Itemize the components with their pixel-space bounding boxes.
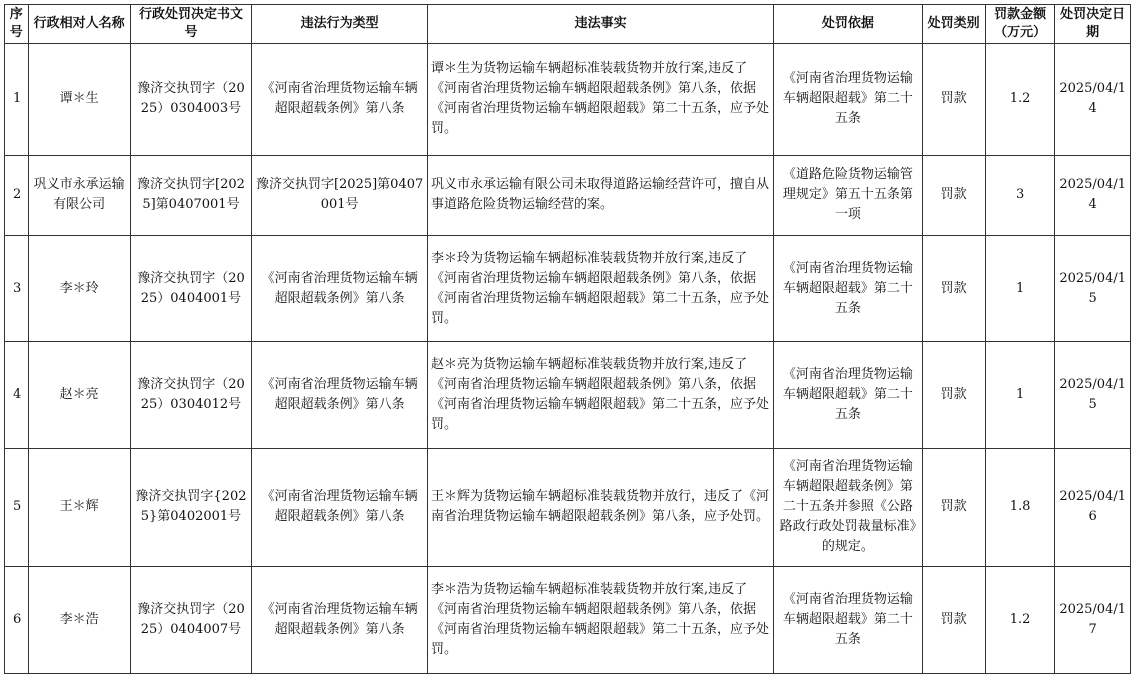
cell-seq: 3	[5, 236, 29, 342]
cell-violation-type: 《河南省治理货物运输车辆超限超载条例》第八条	[252, 236, 428, 342]
cell-doc-number: 豫济交执罚字[2025]第0407001号	[130, 155, 252, 236]
table-row	[5, 341, 1131, 448]
cell-penalty-basis: 《河南省治理货物运输车辆超限超载》第二十五条	[774, 236, 922, 342]
cell-violation-fact: 李＊玲为货物运输车辆超标准装载货物并放行案,违反了《河南省治理货物运输车辆超限超载条例》第八条，依据《河南省治理货物运输车辆超限超载》第二十五条，应予处罚。	[427, 236, 773, 342]
cell-penalty-basis: 《河南省治理货物运输车辆超限超载》第二十五条	[774, 44, 922, 156]
header-seq: 序号	[5, 5, 29, 44]
header-violation-fact: 违法事实	[427, 5, 773, 44]
cell-doc-number: 豫济交执罚字（2025）0304012号	[130, 341, 252, 448]
cell-fine-amount: 1.2	[985, 44, 1054, 156]
cell-violation-fact: 巩义市永承运输有限公司未取得道路运输经营许可，擅自从事道路危险货物运输经营的案。	[427, 155, 773, 236]
cell-doc-number: 豫济交执罚字（2025）0404007号	[130, 567, 252, 674]
cell-decision-date: 2025/04/14	[1055, 44, 1131, 156]
cell-seq: 1	[5, 44, 29, 156]
table-row	[5, 236, 1131, 342]
cell-doc-number: 豫济交执罚字（2025）0304003号	[130, 44, 252, 156]
table-row	[5, 44, 1131, 156]
cell-penalty-category: 罚款	[922, 341, 985, 448]
cell-penalty-basis: 《河南省治理货物运输车辆超限超载条例》第二十五条并参照《公路路政行政处罚裁量标准》的规定。	[774, 448, 922, 567]
cell-penalty-category: 罚款	[922, 567, 985, 674]
cell-name: 李＊浩	[28, 567, 130, 674]
penalty-table	[4, 4, 1131, 674]
cell-seq: 2	[5, 155, 29, 236]
cell-seq: 6	[5, 567, 29, 674]
cell-fine-amount: 1.2	[985, 567, 1054, 674]
table-row	[5, 567, 1131, 674]
cell-fine-amount: 3	[985, 155, 1054, 236]
cell-violation-fact: 谭＊生为货物运输车辆超标准装载货物并放行案,违反了《河南省治理货物运输车辆超限超载条例》第八条，依据《河南省治理货物运输车辆超限超载》第二十五条，应予处罚。	[427, 44, 773, 156]
cell-name: 王＊辉	[28, 448, 130, 567]
header-doc-number: 行政处罚决定书文号	[130, 5, 252, 44]
cell-seq: 4	[5, 341, 29, 448]
cell-decision-date: 2025/04/17	[1055, 567, 1131, 674]
cell-decision-date: 2025/04/15	[1055, 341, 1131, 448]
cell-violation-fact: 李＊浩为货物运输车辆超标准装载货物并放行案,违反了《河南省治理货物运输车辆超限超载条例》第八条，依据《河南省治理货物运输车辆超限超载》第二十五条，应予处罚。	[427, 567, 773, 674]
cell-violation-type: 《河南省治理货物运输车辆超限超载条例》第八条	[252, 567, 428, 674]
header-row	[5, 5, 1131, 44]
table-row	[5, 155, 1131, 236]
cell-fine-amount: 1	[985, 341, 1054, 448]
cell-fine-amount: 1.8	[985, 448, 1054, 567]
table-row	[5, 448, 1131, 567]
cell-penalty-basis: 《河南省治理货物运输车辆超限超载》第二十五条	[774, 567, 922, 674]
cell-decision-date: 2025/04/15	[1055, 236, 1131, 342]
cell-decision-date: 2025/04/16	[1055, 448, 1131, 567]
cell-penalty-category: 罚款	[922, 44, 985, 156]
cell-name: 李＊玲	[28, 236, 130, 342]
header-penalty-category: 处罚类别	[922, 5, 985, 44]
cell-violation-fact: 赵＊亮为货物运输车辆超标准装载货物并放行案,违反了《河南省治理货物运输车辆超限超载条例》第八条，依据《河南省治理货物运输车辆超限超载》第二十五条，应予处罚。	[427, 341, 773, 448]
header-fine-amount: 罚款金额（万元）	[985, 5, 1054, 44]
cell-name: 赵＊亮	[28, 341, 130, 448]
cell-fine-amount: 1	[985, 236, 1054, 342]
cell-penalty-basis: 《道路危险货物运输管理规定》第五十五条第一项	[774, 155, 922, 236]
cell-penalty-basis: 《河南省治理货物运输车辆超限超载》第二十五条	[774, 341, 922, 448]
cell-violation-type: 《河南省治理货物运输车辆超限超载条例》第八条	[252, 341, 428, 448]
header-violation-type: 违法行为类型	[252, 5, 428, 44]
cell-name: 谭＊生	[28, 44, 130, 156]
cell-violation-type: 豫济交执罚字[2025]第0407001号	[252, 155, 428, 236]
header-name: 行政相对人名称	[28, 5, 130, 44]
cell-doc-number: 豫济交执罚字（2025）0404001号	[130, 236, 252, 342]
cell-decision-date: 2025/04/14	[1055, 155, 1131, 236]
cell-penalty-category: 罚款	[922, 155, 985, 236]
cell-seq: 5	[5, 448, 29, 567]
cell-penalty-category: 罚款	[922, 236, 985, 342]
cell-violation-type: 《河南省治理货物运输车辆超限超载条例》第八条	[252, 448, 428, 567]
cell-penalty-category: 罚款	[922, 448, 985, 567]
cell-doc-number: 豫济交执罚字{2025}第0402001号	[130, 448, 252, 567]
cell-name: 巩义市永承运输有限公司	[28, 155, 130, 236]
header-decision-date: 处罚决定日期	[1055, 5, 1131, 44]
cell-violation-type: 《河南省治理货物运输车辆超限超载条例》第八条	[252, 44, 428, 156]
header-penalty-basis: 处罚依据	[774, 5, 922, 44]
cell-violation-fact: 王＊辉为货物运输车辆超标准装载货物并放行，违反了《河南省治理货物运输车辆超限超载条例》第八条，应予处罚。	[427, 448, 773, 567]
